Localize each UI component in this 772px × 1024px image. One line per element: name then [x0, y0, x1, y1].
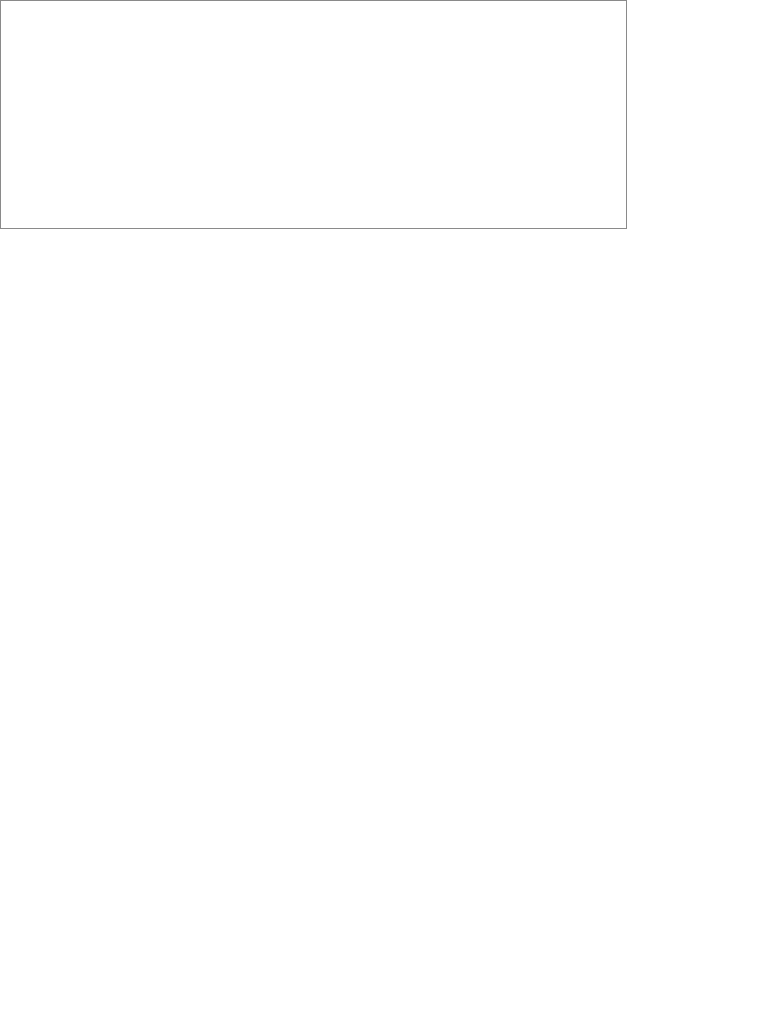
points-award-table	[0, 0, 627, 229]
